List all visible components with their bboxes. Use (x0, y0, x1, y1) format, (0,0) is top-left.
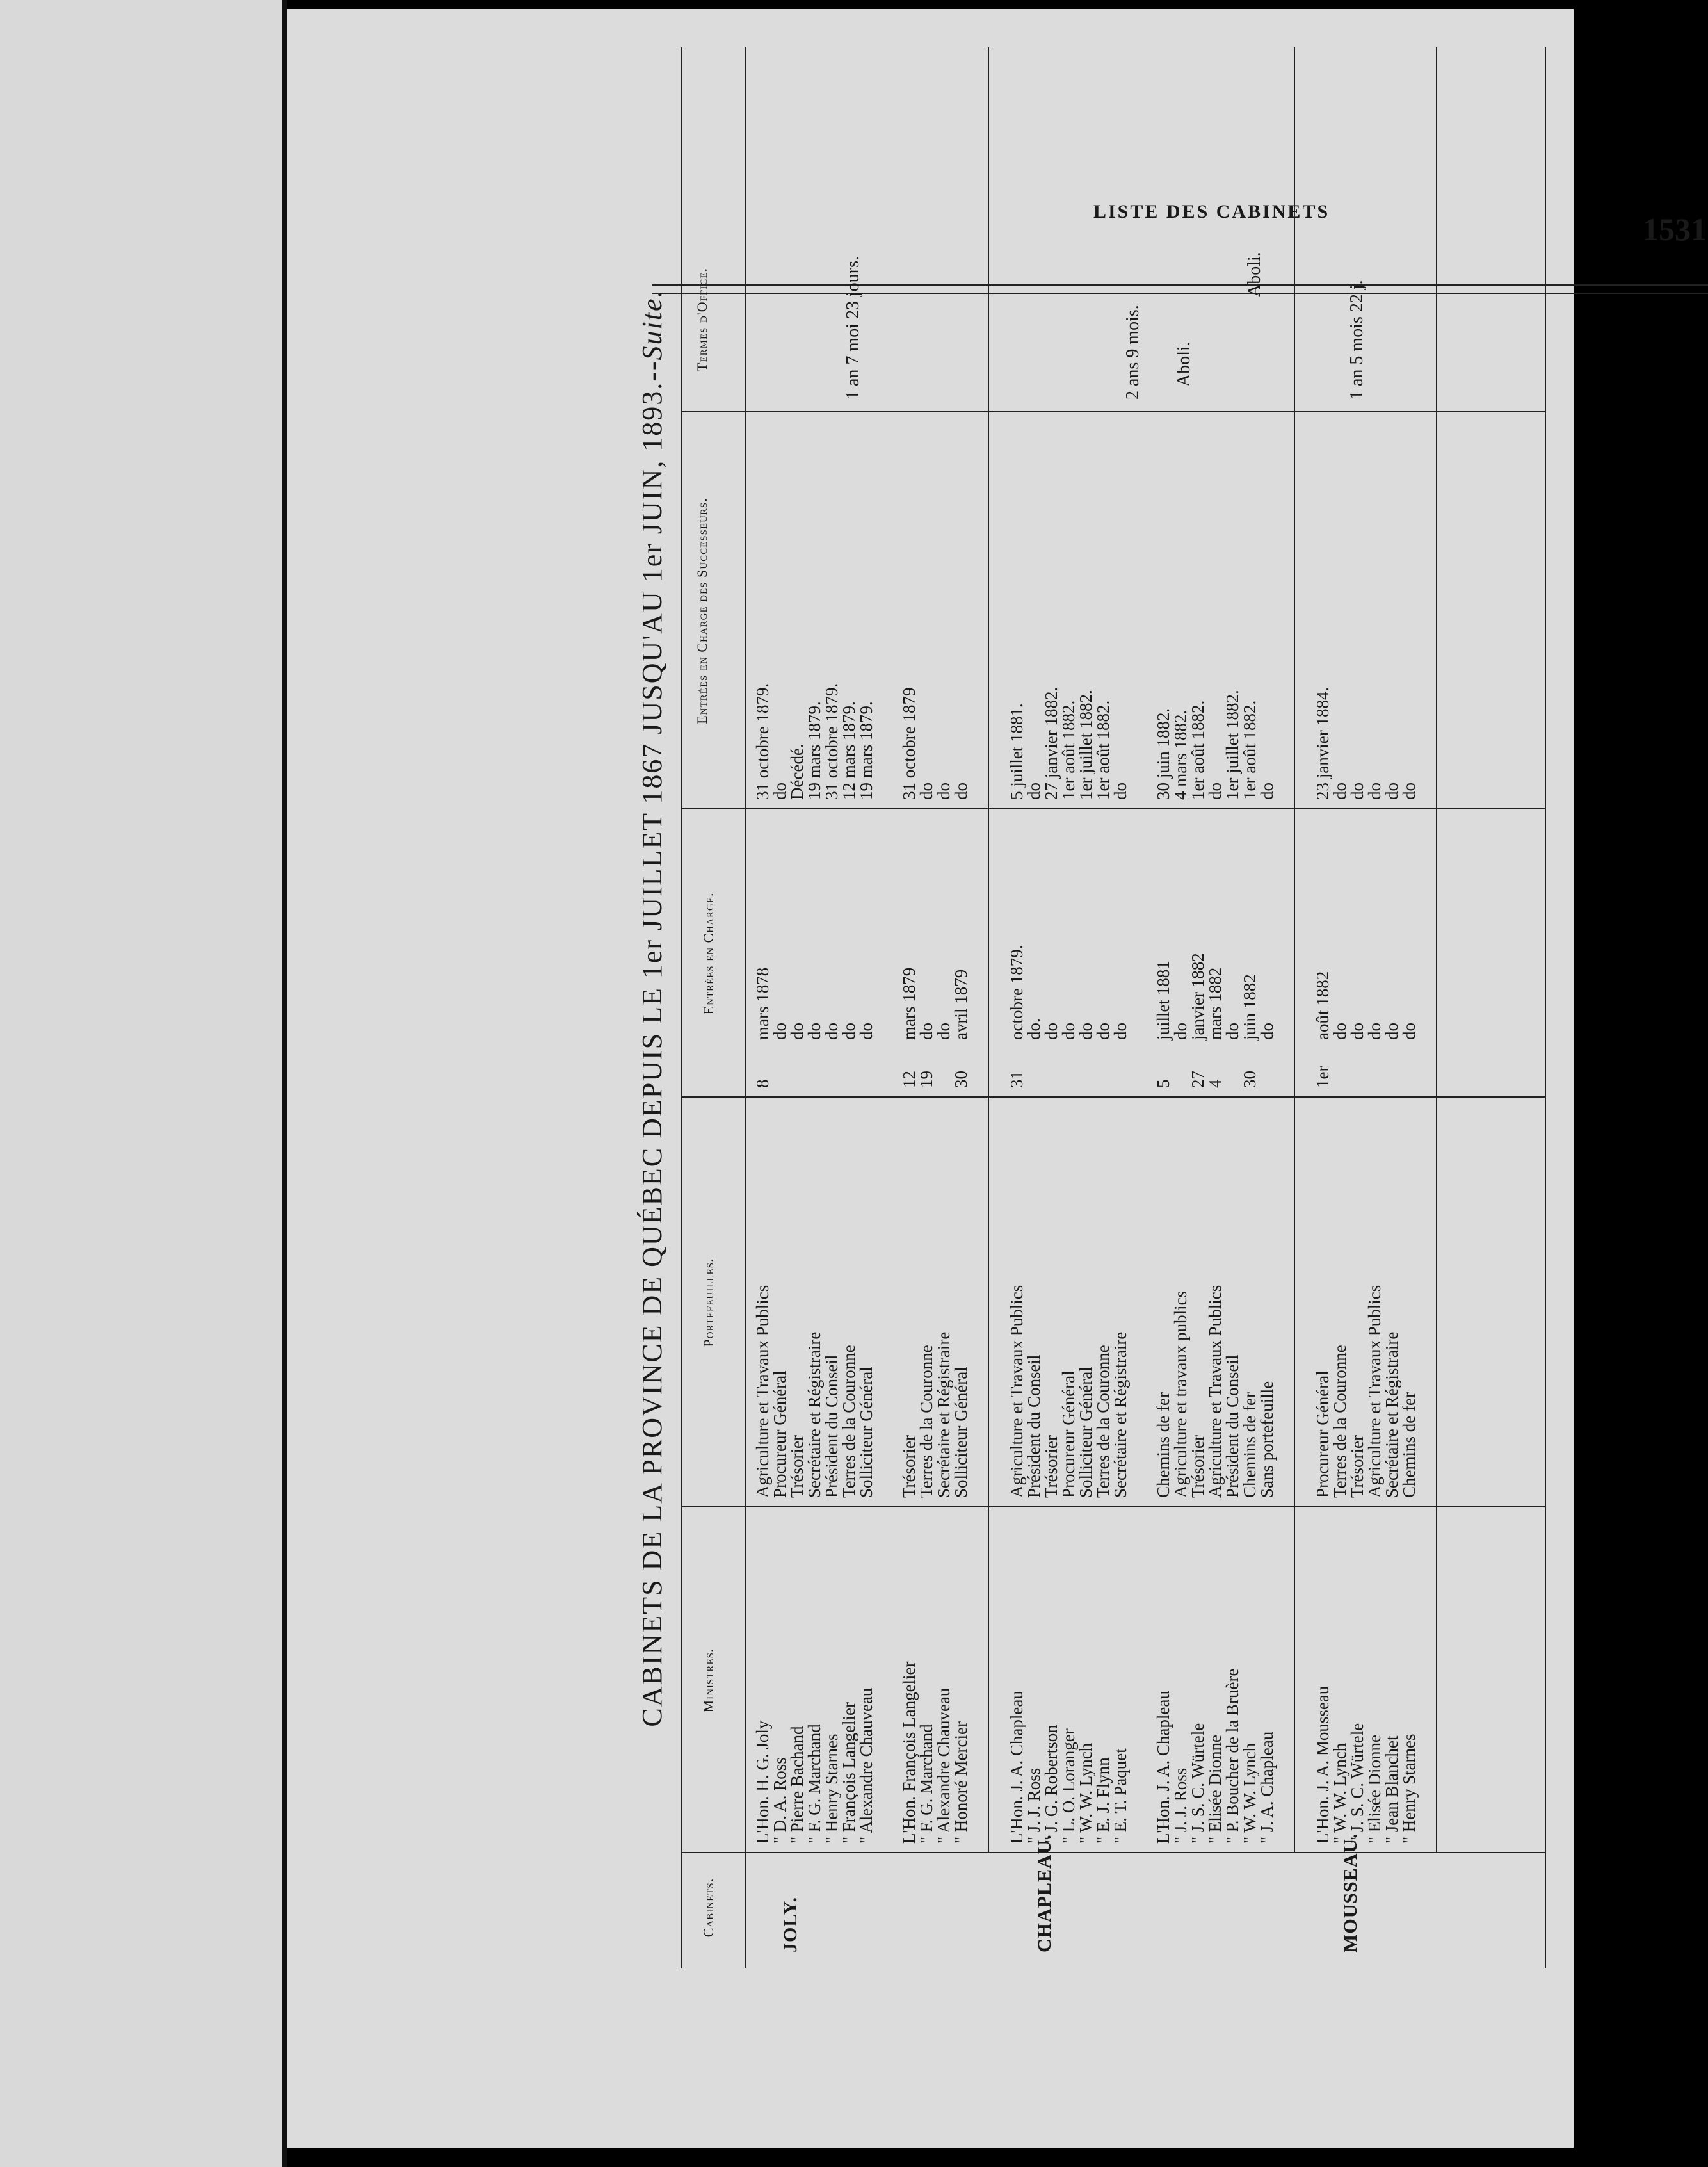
table-top-rule (681, 47, 682, 1968)
successor-date: 5 juillet 1881. (1007, 703, 1026, 800)
minister-name: " L. O. Loranger (1059, 1728, 1078, 1844)
successor-date: 19 mars 1879. (857, 701, 876, 800)
entry-date: octobre 1879. (1007, 945, 1026, 1040)
minister-name: " F. G. Marchand (917, 1724, 936, 1844)
cabinet-name: JOLY. (780, 1896, 801, 1952)
table-title-suite: --Suite. (636, 289, 668, 382)
cabinet-name: CHAPLEAU. (1034, 1834, 1055, 1952)
entry-date: do (1330, 1023, 1349, 1040)
successor-date: 1er août 1882. (1240, 700, 1259, 800)
entry-date: do (1382, 1023, 1401, 1040)
portfolio: Terres de la Couronne (1330, 1345, 1349, 1498)
entry-date: mars 1879 (899, 967, 919, 1040)
successor-date: do (1024, 783, 1043, 800)
successor-date: do (1111, 783, 1130, 800)
portfolio: Trésorier (787, 1435, 807, 1498)
table-title (636, 47, 668, 1968)
entry-date: avril 1879 (951, 969, 971, 1040)
entry-day: 1er (1313, 1066, 1332, 1088)
entry-date: août 1882 (1313, 971, 1332, 1040)
portfolio: Solliciteur Général (857, 1367, 876, 1498)
entry-date: do (1076, 1023, 1095, 1040)
minister-name: " J. A. Chapleau (1257, 1731, 1277, 1844)
minister-name: " J. G. Robertson (1042, 1725, 1061, 1844)
entry-day: 30 (951, 1071, 971, 1088)
entry-day: 8 (753, 1079, 772, 1088)
minister-name: " Henry Starnes (822, 1733, 841, 1844)
portfolio: Secrétaire et Régistraire (1111, 1331, 1130, 1498)
minister-name: " J. J. Ross (1024, 1767, 1043, 1844)
entry-day: 19 (917, 1071, 936, 1088)
successor-date: 23 janvier 1884. (1313, 686, 1332, 800)
portfolio: Sans portefeuille (1257, 1381, 1277, 1498)
column-divider (681, 411, 1545, 412)
minister-name: " Alexandre Chauveau (857, 1687, 876, 1844)
minister-name: " Elisée Dionne (1365, 1735, 1384, 1844)
abolished-note: Aboli. (1245, 252, 1264, 297)
successor-date: do (1257, 783, 1277, 800)
entry-date: do (1348, 1023, 1367, 1040)
entry-day: 27 (1188, 1071, 1207, 1088)
entry-date: mars 1878 (753, 967, 772, 1040)
portfolio: Trésorier (1348, 1435, 1367, 1498)
successor-date: do (1382, 783, 1401, 800)
entry-date: do (1042, 1023, 1061, 1040)
entry-date: do (1093, 1023, 1113, 1040)
successor-date: do (917, 783, 936, 800)
portfolio: Solliciteur Général (1076, 1367, 1095, 1498)
entry-date: juillet 1881 (1154, 961, 1173, 1040)
minister-name: L'Hon. H. G. Joly (753, 1720, 772, 1844)
table-header-rule (745, 47, 746, 1968)
term-of-office: 2 ans 9 mois. (1123, 305, 1143, 400)
page-number: 1531 (1643, 211, 1707, 247)
portfolio: Agriculture et Travaux Publics (1007, 1285, 1026, 1498)
entry-date: do. (1024, 1018, 1043, 1040)
entry-day: 30 (1240, 1071, 1259, 1088)
portfolio: Secrétaire et Régistraire (934, 1331, 953, 1498)
entry-date: do (857, 1023, 876, 1040)
entry-date: do (1059, 1023, 1078, 1040)
entry-date: do (1257, 1023, 1277, 1040)
entry-date: do (917, 1023, 936, 1040)
successor-date: 1er juillet 1882. (1076, 690, 1095, 800)
entry-date: do (1111, 1023, 1130, 1040)
entry-date: juin 1882 (1240, 974, 1259, 1040)
successor-date: do (1365, 783, 1384, 800)
portfolio: Agriculture et travaux publics (1171, 1290, 1190, 1498)
successor-date: do (1348, 783, 1367, 800)
successor-date: do (1205, 783, 1225, 800)
entry-date: mars 1882 (1205, 967, 1225, 1040)
successor-date: 1er août 1882. (1188, 700, 1207, 800)
successor-date: 31 octobre 1879. (822, 683, 841, 800)
portfolio: Procureur Général (1059, 1370, 1078, 1498)
successor-date: 1er juillet 1882. (1223, 690, 1242, 800)
successor-date: do (1399, 783, 1419, 800)
header-termes: Termes d'Office. (694, 268, 710, 371)
minister-name: " J. S. C. Würtele (1188, 1723, 1207, 1844)
portfolio: Agriculture et Travaux Publics (753, 1285, 772, 1498)
minister-name: " P. Boucher de la Bruère (1223, 1668, 1242, 1844)
entry-day: 4 (1205, 1079, 1225, 1088)
portfolio: Chemins de fer (1240, 1392, 1259, 1498)
entry-day: 12 (899, 1071, 919, 1088)
entry-date: do (1399, 1023, 1419, 1040)
term-of-office: 1 an 7 moi 23 jours. (842, 256, 863, 400)
successor-date: 1er août 1882. (1059, 700, 1078, 800)
header-portefeuilles: Portefeuilles. (700, 1258, 716, 1347)
successor-date: 31 octobre 1879 (899, 687, 919, 800)
header-ministres: Ministres. (700, 1648, 716, 1713)
cabinets-table (636, 47, 1551, 1968)
minister-name: " W. W. Lynch (1240, 1742, 1259, 1844)
portfolio: Trésorier (1188, 1435, 1207, 1498)
entry-date: do (839, 1023, 858, 1040)
entry-date: do (787, 1023, 807, 1040)
entry-date: do (1171, 1023, 1190, 1040)
portfolio: Terres de la Couronne (839, 1345, 858, 1498)
minister-name: " J. J. Ross (1171, 1767, 1190, 1844)
portfolio: Chemins de fer (1154, 1392, 1173, 1498)
successor-date: do (1330, 783, 1349, 800)
table-bottom-rule (1545, 47, 1546, 1968)
successor-date: 30 juin 1882. (1154, 708, 1173, 800)
running-head: LISTE DES CABINETS (1093, 201, 1330, 222)
successor-date: 4 mars 1882. (1171, 710, 1190, 800)
minister-name: L'Hon. J. A. Chapleau (1007, 1691, 1026, 1844)
cabinet-name: MOUSSEAU. (1340, 1833, 1361, 1952)
column-divider (681, 1852, 1545, 1853)
table-title-text: CABINETS DE LA PROVINCE DE QUÉBEC DEPUIS LE 1er JUILLET 1867 JUSQU'AU 1er JUIN, 1893. (636, 381, 668, 1727)
successor-date: do (934, 783, 953, 800)
portfolio: Terres de la Couronne (1093, 1345, 1113, 1498)
entry-day: 5 (1154, 1079, 1173, 1088)
cabinet-separator (1294, 47, 1295, 1853)
minister-name: " Alexandre Chauveau (934, 1687, 953, 1844)
portfolio: Terres de la Couronne (917, 1345, 936, 1498)
successor-date: do (770, 783, 789, 800)
minister-name: " Elisée Dionne (1205, 1735, 1225, 1844)
portfolio: Chemins de fer (1399, 1392, 1419, 1498)
previous-page-fragment (0, 0, 282, 2167)
portfolio: Procureur Général (770, 1370, 789, 1498)
minister-name: L'Hon. J. A. Chapleau (1154, 1691, 1173, 1844)
header-entrees: Entrées en Charge. (700, 892, 716, 1015)
portfolio: Trésorier (899, 1435, 919, 1498)
abolished-note: Aboli. (1174, 341, 1194, 387)
minister-name: " E. J. Flynn (1093, 1757, 1113, 1844)
header-cabinets: Cabinets. (700, 1878, 716, 1938)
minister-name: L'Hon. J. A. Mousseau (1313, 1685, 1332, 1844)
portfolio: Secrétaire et Régistraire (1382, 1331, 1401, 1498)
minister-name: L'Hon. François Langelier (899, 1661, 919, 1844)
portfolio: Agriculture et Travaux Publics (1205, 1285, 1225, 1498)
portfolio: Secrétaire et Régistraire (805, 1331, 824, 1498)
portfolio: Agriculture et Travaux Publics (1365, 1285, 1384, 1498)
column-divider (681, 808, 1545, 809)
entry-day: 31 (1007, 1071, 1026, 1088)
minister-name: " W. W. Lynch (1330, 1742, 1349, 1844)
entry-date: do (1365, 1023, 1384, 1040)
successor-date: 12 mars 1879. (839, 701, 858, 800)
successor-date: 1er août 1882. (1093, 700, 1113, 800)
successor-date: 27 janvier 1882. (1042, 686, 1061, 800)
entry-date: do (934, 1023, 953, 1040)
portfolio: Président du Conseil (1223, 1354, 1242, 1498)
minister-name: " Honoré Mercier (951, 1721, 971, 1844)
cabinet-separator (988, 47, 989, 1853)
book-gutter (282, 0, 287, 2167)
minister-name: " Pierre Bachand (787, 1726, 807, 1844)
minister-name: " J. S. C. Würtele (1348, 1723, 1367, 1844)
column-divider (681, 1096, 1545, 1098)
entry-date: do (822, 1023, 841, 1040)
document-page (287, 9, 1707, 2148)
portfolio: Solliciteur Général (951, 1367, 971, 1498)
minister-name: " Henry Starnes (1399, 1733, 1419, 1844)
portfolio: Procureur Général (1313, 1370, 1332, 1498)
minister-name: " D. A. Ross (770, 1757, 789, 1844)
term-of-office: 1 an 5 mois 22 j. (1347, 280, 1367, 400)
column-divider (681, 1506, 1545, 1507)
successor-date: Décédé. (787, 743, 807, 800)
successor-date: 31 octobre 1879. (753, 683, 772, 800)
minister-name: " W. W. Lynch (1076, 1742, 1095, 1844)
minister-name: " E. T. Paquet (1111, 1748, 1130, 1844)
entry-date: do (770, 1023, 789, 1040)
entry-date: do (805, 1023, 824, 1040)
header-successeurs: Entrées en Charge des Successeurs. (694, 498, 710, 724)
portfolio: Trésorier (1042, 1435, 1061, 1498)
minister-name: " Jean Blanchet (1382, 1735, 1401, 1844)
entry-date: do (1223, 1023, 1242, 1040)
portfolio: Président du Conseil (822, 1354, 841, 1498)
successor-date: do (951, 783, 971, 800)
entry-date: janvier 1882 (1188, 953, 1207, 1040)
portfolio: Président du Conseil (1024, 1354, 1043, 1498)
minister-name: " François Langelier (839, 1702, 858, 1844)
successor-date: 19 mars 1879. (805, 701, 824, 800)
cabinet-separator (1436, 47, 1437, 1853)
minister-name: " F. G. Marchand (805, 1724, 824, 1844)
